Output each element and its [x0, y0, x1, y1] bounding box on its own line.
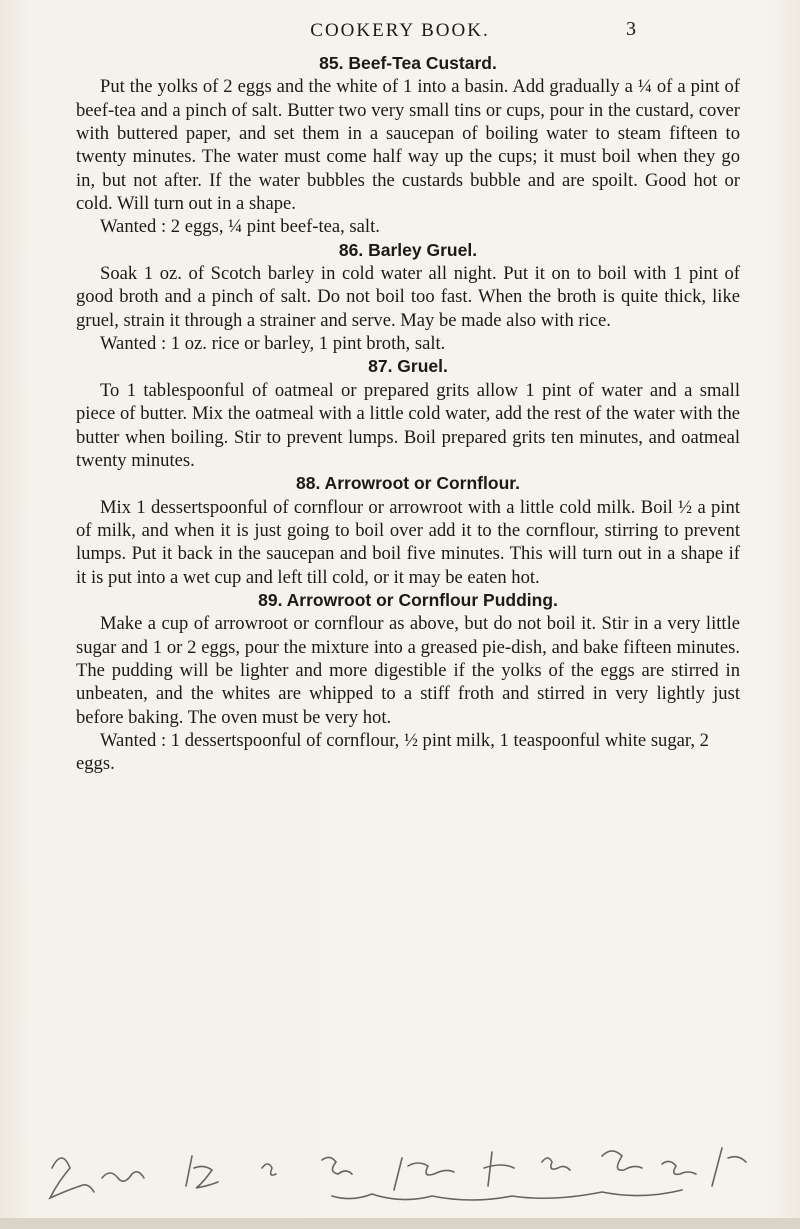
- recipe-title: 85. Beef-Tea Custard.: [319, 53, 497, 73]
- recipe-wanted: Wanted : 1 dessertspoonful of cornflour, ½ pint milk, 1 teaspoonful white sugar, 2 eggs.: [76, 729, 709, 775]
- recipe-body: To 1 tablespoonful of oatmeal or prepared grits allow 1 pint of water and a small piece of butter. Mix the oatmeal with a little cold water, add the rest of the water with the butter when boiling. Stir to prevent lumps. Boil prepared grits ten minutes, and oatmeal twenty minutes.: [76, 379, 740, 471]
- running-title: COOKERY BOOK.: [310, 20, 490, 41]
- recipe-88: [76, 472, 740, 589]
- page-content: [76, 52, 740, 776]
- recipe-body: Soak 1 oz. of Scotch barley in cold water all night. Put it on to boil with 1 pint of good broth and a pinch of salt. Do not boil too fast. When the broth is quite thick, like gruel, strain it through a strainer and serve. May be made also with rice.: [76, 263, 740, 331]
- recipe-body: Put the yolks of 2 eggs and the white of 1 into a basin. Add gradually a ¼ of a pint of beef-tea and a pinch of salt. Butter two very small tins or cups, pour in the custard, cover with buttered paper, and set them in a saucepan of boiling water to steam fifteen to twenty minutes. The water must come half way up the cups; it must boil when they go in, but not after. If the water bubbles the custards bubble and are spoilt. Good hot or cold. Will turn out in a shape.: [76, 76, 740, 215]
- recipe-85: [76, 52, 740, 239]
- recipe-86: [76, 239, 740, 356]
- recipe-title: 89. Arrowroot or Cornflour Pudding.: [258, 589, 558, 610]
- recipe-87: [76, 355, 740, 472]
- recipe-89: [76, 589, 740, 776]
- recipe-title: 86. Barley Gruel.: [338, 239, 478, 260]
- recipe-wanted: Wanted : 1 oz. rice or barley, 1 pint broth, salt.: [100, 333, 446, 355]
- recipe-body: Make a cup of arrowroot or cornflour as above, but do not boil it. Stir in a very little sugar and 1 or 2 eggs, pour the mixture into a greased pie-dish, and bake fifteen minutes. The pudding will be lighter and more digestible if the yolks of the eggs are stirred in unbeaten, and the whites are whipped to a stiff froth and stirred in very lightly just before baking. The oven must be very hot.: [76, 613, 740, 728]
- recipe-wanted: Wanted : 2 eggs, ¼ pint beef-tea, salt.: [100, 216, 380, 238]
- page-number: 3: [626, 18, 636, 40]
- page-bottom-edge: [0, 1218, 800, 1229]
- running-head: [0, 18, 800, 48]
- handwritten-scrawl: [22, 1138, 782, 1218]
- recipe-body: Mix 1 dessertspoonful of cornflour or arrowroot with a little cold milk. Boil ½ a pint of milk, and when it is just going to boil over add it to the cornflour, stirring to prevent lumps. Put it back in the saucepan and boil five minutes. This will turn out in a shape if it is put into a wet cup and left till cold, or it may be eaten hot.: [76, 496, 740, 588]
- recipe-title: 88. Arrowroot or Cornflour.: [296, 473, 520, 494]
- recipe-title: 87. Gruel.: [368, 356, 448, 377]
